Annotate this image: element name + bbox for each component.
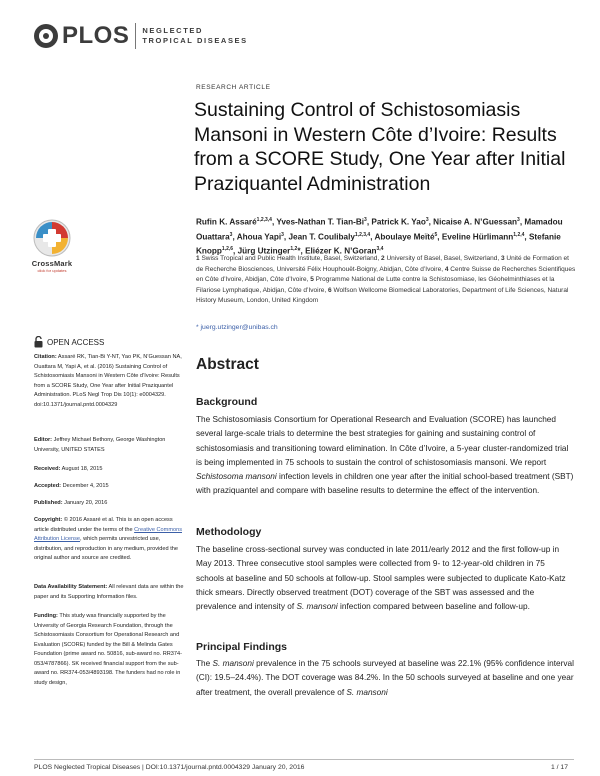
text-run: infection compared between baseline and follow-up. [337, 602, 530, 612]
license-link[interactable]: Creative Commons Attribution License [34, 526, 182, 542]
author-affil-sup: 3 [425, 217, 429, 223]
footer-divider [34, 759, 574, 760]
author-affil-sup: 1,2,6 [221, 246, 234, 253]
findings-paragraph [196, 657, 574, 700]
copyright-block [34, 516, 184, 564]
affil-text: Programme National de Lutte contre la Schistosomiase, les Géohelminthiases et la Filariose Lymphatique, Abidjan, Côte d’Ivoire, [196, 276, 555, 294]
accepted-block [34, 482, 184, 492]
crossmark-sublabel: click for updates [37, 268, 67, 273]
affil-num: 4 [444, 265, 449, 273]
data-availability-text: All relevant data are within the paper and its Supporting Information files. [34, 584, 184, 600]
author-affil-sup: 1,2,4 [513, 231, 525, 238]
copyright-text: © 2016 Assaré et al. This is an open access article distributed under the terms of the [34, 517, 173, 533]
crossmark-icon [32, 218, 72, 258]
funding-label: Funding: [34, 613, 58, 619]
crossmark-badge[interactable] [30, 218, 74, 273]
accepted-label: Accepted: [34, 483, 62, 489]
author-name: , Aboulaye Meïté [370, 232, 435, 242]
journal-name [142, 26, 247, 46]
plos-logo-icon [34, 24, 58, 48]
editor-text: Jeffrey Michael Bethony, George Washington University, UNITED STATES [34, 437, 166, 453]
received-label: Received: [34, 466, 61, 472]
funding-block [34, 612, 184, 688]
author-name: Rufin K. Assaré [196, 217, 257, 227]
article-type: RESEARCH ARTICLE [196, 84, 271, 91]
italic-run: Schistosoma mansoni [196, 472, 277, 482]
author-name: , Jean T. Coulibaly [283, 232, 355, 242]
open-access-label: OPEN ACCESS [47, 337, 105, 347]
author-name: , Jürg Utzinger [233, 247, 291, 257]
affil-num: 5 [310, 276, 314, 283]
crossmark-label: CrossMark [31, 259, 73, 268]
author-name: , Ahoua Yapi [232, 232, 282, 242]
page-number: 1 / 17 [550, 764, 568, 771]
text-run: The Schistosomiasis Consortium for Operational Research and Evaluation (SCORE) has launched several large-scale trials to determine the best strategies for gaining and sustaining control of schistosomiasis and transitioning toward elimination. In Côte d’Ivoire, a 5-year cluster-randomized trial is being implemented in 75 schools to sustain the control of schistosomiasis mansoni. We report [196, 415, 569, 467]
author-name: *, Eliézer K. N’Goran [297, 247, 377, 257]
affil-num: 1 [196, 255, 200, 262]
author-name: , Yves-Nathan T. Tian-Bi [271, 217, 365, 227]
citation-text: Assaré RK, Tian-Bi Y-NT, Yao PK, N’Guessan NA, Ouattara M, Yapi A, et al. (2016) Sustaining Control of Schistosomiasis Mansoni in Western Côte d’Ivoire: Results from a SCORE Study, One Year after Initial Praziquantel Administration. PLoS Negl Trop Dis 10(1): e0004329. doi:10.1371/journal.pntd.0004329 [34, 354, 182, 408]
text-run: infection levels in children one year after the initial school-based treatment (SBT) with praziquantel and compare with baseline results to determine the effect of the intervention. [196, 472, 574, 496]
published-block [34, 499, 184, 509]
background-heading: Background [196, 396, 258, 408]
article-title: Sustaining Control of Schistosomiasis Mansoni in Western Côte d’Ivoire: Results from a SCORE Study, One Year after Initial Praziquantel Administration [194, 99, 566, 195]
methodology-heading: Methodology [196, 526, 262, 538]
text-run: prevalence in the 75 schools surveyed at baseline was 22.1% (95% confidence interval (CI): 19.5–24.4%). The DOT coverage was 84.2%. In the 50 schools surveyed at baseline and one year after treatment, the overall prevalence of [196, 659, 574, 697]
text-run: The baseline cross-sectional survey was conducted in late 2011/early 2012 and the first follow-up in May 2013. Three consecutive stool samples were collected from 9- to 12-year-old children in 75 schools at baseline and 50 schools at follow-up. Stool samples were subjected to duplicate Kato-Katz thick smears. Directly observed treatment (DOT) coverage of the SBT was assessed and the prevalence and intensity of [196, 545, 566, 612]
journal-logo[interactable] [34, 22, 248, 50]
copyright-text: , which permits unrestricted use, distribution, and reproduction in any medium, provided the original author and source are credited. [34, 536, 178, 561]
logo-divider [135, 23, 136, 49]
affil-text: University of Basel, Basel, Switzerland, [386, 255, 500, 262]
author-name: , Eveline Hürlimann [437, 232, 514, 242]
affil-num: 6 [328, 286, 332, 294]
italic-run: S. mansoni [212, 659, 254, 668]
text-run: The [196, 659, 213, 668]
published-date: January 20, 2016 [62, 500, 108, 506]
accepted-date: December 4, 2015 [61, 483, 109, 489]
journal-name-line1: NEGLECTED [142, 26, 203, 35]
editor-block [34, 436, 184, 455]
data-availability-label: Data Availability Statement: [34, 584, 108, 590]
citation-label: Citation: [34, 354, 57, 360]
data-availability-block [34, 583, 184, 602]
author-name: , Patrick K. Yao [366, 217, 426, 227]
footer-citation: PLOS Neglected Tropical Diseases | DOI:10.1371/journal.pntd.0004329 January 20, 2016 [34, 764, 305, 771]
logo-word: PLOS [62, 22, 130, 49]
corresponding-email-link[interactable]: * juerg.utzinger@unibas.ch [196, 324, 278, 331]
author-affil-sup: 3 [281, 231, 284, 238]
affil-text: Unité de Formation et de Recherche Biosciences, Université Félix Houphouët-Boigny, Abidjan, Côte d’Ivoire, [196, 255, 569, 273]
author-affil-sup: 3,4 [376, 246, 384, 253]
journal-name-line2: TROPICAL DISEASES [142, 36, 248, 45]
open-access-badge [34, 336, 104, 348]
findings-heading: Principal Findings [196, 641, 288, 653]
published-label: Published: [34, 500, 63, 506]
affil-text: Wolfson Wellcome Biomedical Laboratories, Department of Life Sciences, Natural History Museum, London, United Kingdom [196, 286, 569, 304]
open-lock-icon [34, 336, 43, 348]
author-affil-sup: 1,2,3,4 [256, 217, 272, 223]
author-name: , Nicaise A. N’Guessan [428, 217, 518, 227]
italic-run: S. mansoni [346, 687, 388, 697]
funding-text: This study was financially supported by the University of Georgia Research Foundation, through the Schistosomiasis Consortium for Operational Research and Evaluation (SCORE) funded by the Bill & Melinda Gates Foundation (prime award no. 50816, sub-award no. RR374-053/4787866). SK received financial support from the sub-award no. RR374-053/4893198. The funders had no role in study design, [34, 613, 183, 686]
affiliations [196, 254, 576, 307]
author-list [196, 214, 576, 258]
citation-block [34, 353, 184, 410]
affil-num: 2 [381, 255, 385, 262]
received-block [34, 465, 184, 475]
author-name: , Mamadou Ouattara [196, 217, 563, 242]
author-affil-sup: 5 [434, 231, 438, 238]
author-affil-sup: 3 [364, 217, 367, 223]
affil-text: Swiss Tropical and Public Health Institute, Basel, Switzerland, [201, 255, 380, 262]
author-affil-sup: 3 [229, 231, 233, 238]
affil-text: Centre Suisse de Recherches Scientifiques en Côte d’Ivoire, Abidjan, Côte d’Ivoire, [196, 265, 576, 283]
author-affil-sup: 1,2,3,4 [354, 231, 371, 238]
author-affil-sup: 3 [517, 217, 520, 223]
author-affil-sup: 1,2 [290, 246, 298, 253]
abstract-heading: Abstract [196, 356, 259, 373]
copyright-label: Copyright: [34, 517, 63, 523]
editor-label: Editor: [34, 437, 53, 443]
affil-num: 3 [500, 255, 505, 262]
author-name: , Stefanie Knopp [196, 232, 561, 257]
italic-run: S. mansoni [296, 602, 338, 612]
received-date: August 18, 2015 [60, 466, 103, 472]
background-paragraph [196, 413, 574, 499]
methodology-paragraph [196, 543, 574, 614]
